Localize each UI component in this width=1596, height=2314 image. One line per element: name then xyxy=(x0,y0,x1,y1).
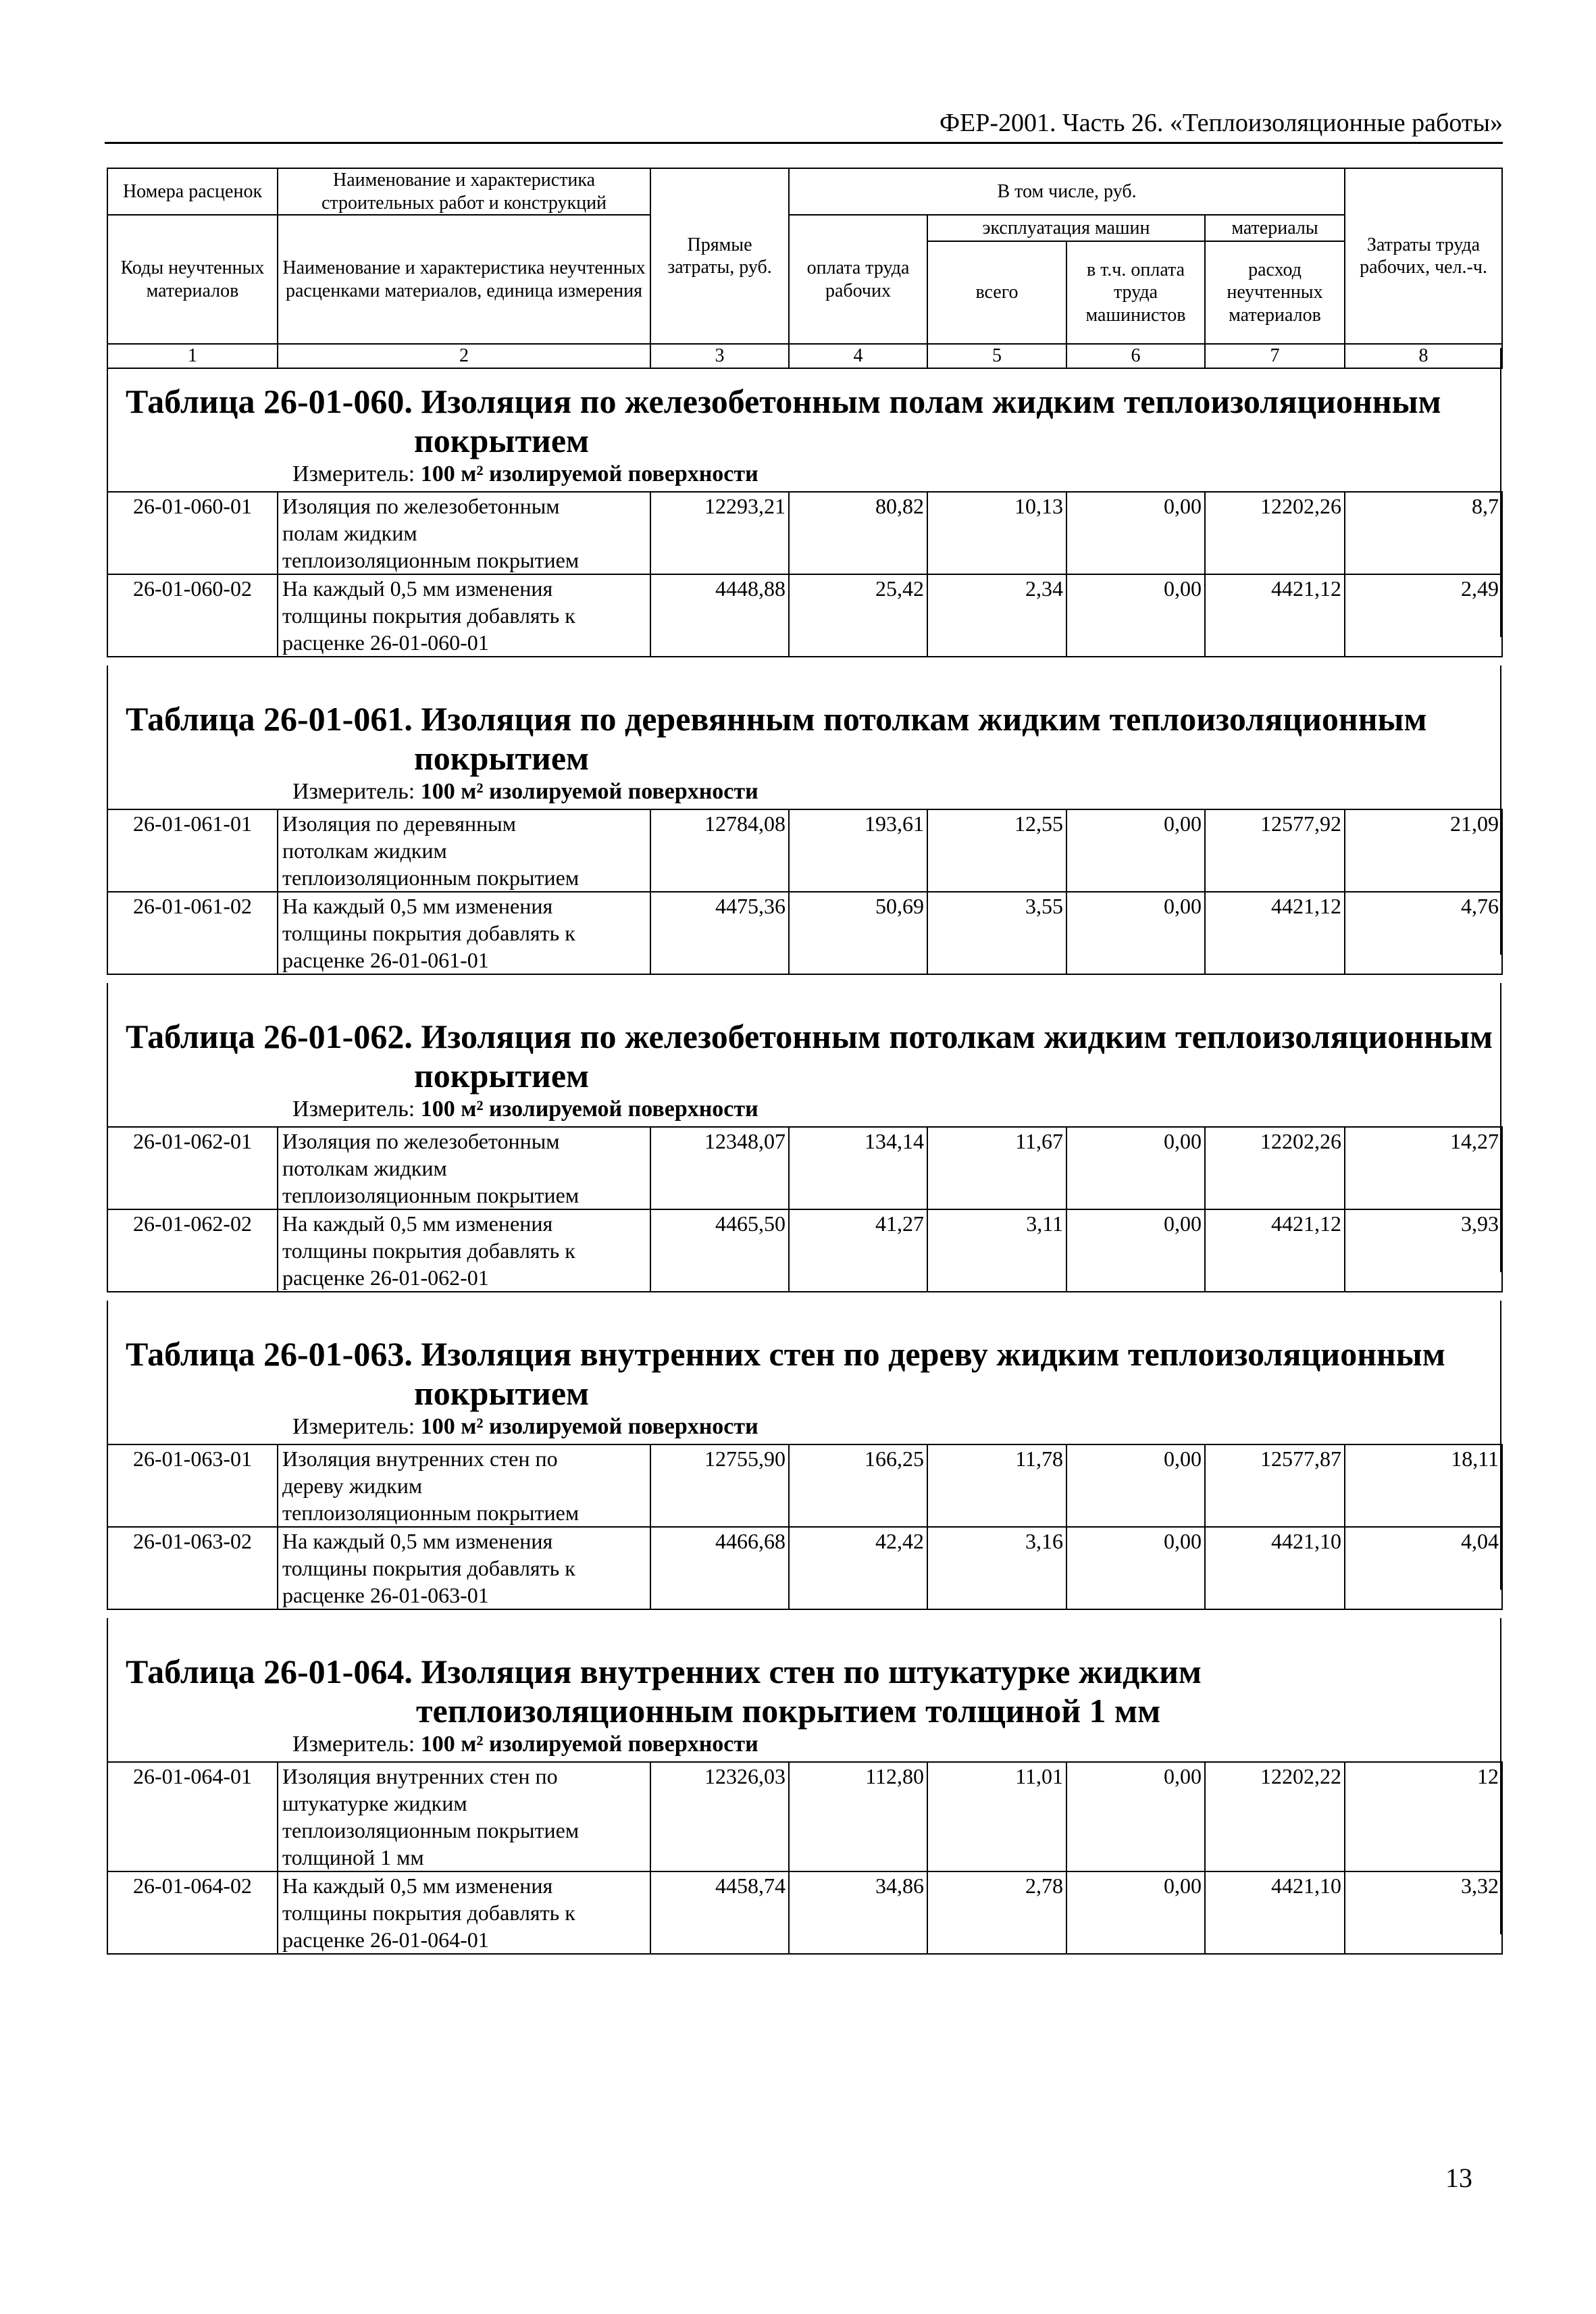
machine-costs-total: 12,55 xyxy=(927,809,1066,892)
machinist-wages: 0,00 xyxy=(1066,1127,1205,1209)
rate-code: 26-01-062-02 xyxy=(107,1209,278,1292)
work-description xyxy=(278,1762,650,1871)
rate-table-section xyxy=(107,348,1501,655)
materials-costs: 12202,26 xyxy=(1205,1127,1345,1209)
description-line: толщины покрытия добавлять к xyxy=(282,603,575,628)
labor-hours: 4,76 xyxy=(1345,892,1502,974)
machinist-wages: 0,00 xyxy=(1066,1444,1205,1527)
col-number: 2 xyxy=(278,344,650,368)
description-line: На каждый 0,5 мм изменения xyxy=(282,1529,553,1553)
description-line: полам жидким xyxy=(282,521,417,545)
rate-code: 26-01-062-01 xyxy=(107,1127,278,1209)
description-line: Изоляция внутренних стен по xyxy=(282,1447,558,1471)
col4-header: оплата труда рабочих xyxy=(789,215,927,344)
worker-wages: 112,80 xyxy=(789,1762,927,1871)
labor-hours: 3,93 xyxy=(1345,1209,1502,1292)
machine-costs-total: 11,01 xyxy=(927,1762,1066,1871)
rate-code: 26-01-063-01 xyxy=(107,1444,278,1527)
description-line: расценке 26-01-060-01 xyxy=(282,630,489,655)
measure-value: 100 м² изолируемой поверхности xyxy=(420,1732,758,1757)
machinist-wages: 0,00 xyxy=(1066,574,1205,657)
rates-table xyxy=(107,1444,1503,1610)
rate-code: 26-01-063-02 xyxy=(107,1527,278,1609)
description-line: теплоизоляционным покрытием xyxy=(282,1183,580,1207)
worker-wages: 25,42 xyxy=(789,574,927,657)
description-line: потолкам жидким xyxy=(282,1156,447,1180)
measure-unit xyxy=(292,461,758,487)
table-row xyxy=(107,1871,1502,1954)
description-line: На каждый 0,5 мм изменения xyxy=(282,894,553,918)
labor-hours: 4,04 xyxy=(1345,1527,1502,1609)
direct-costs: 12293,21 xyxy=(650,492,789,574)
table-title: Таблица 26-01-061. Изоляция по деревянным потолкам жидким теплоизоляционным xyxy=(126,700,1427,738)
rates-table xyxy=(107,491,1503,657)
work-description xyxy=(278,809,650,892)
labor-hours: 21,09 xyxy=(1345,809,1502,892)
direct-costs: 4458,74 xyxy=(650,1871,789,1954)
measure-value: 100 м² изолируемой поверхности xyxy=(420,779,758,804)
worker-wages: 80,82 xyxy=(789,492,927,574)
table-row xyxy=(107,1444,1502,1527)
measure-label: Измеритель: xyxy=(292,1732,421,1757)
direct-costs: 12326,03 xyxy=(650,1762,789,1871)
description-line: расценке 26-01-061-01 xyxy=(282,948,489,972)
measure-unit xyxy=(292,1732,758,1757)
measure-unit xyxy=(292,1097,758,1122)
col-number: 8 xyxy=(1345,344,1502,368)
direct-costs: 4448,88 xyxy=(650,574,789,657)
col8-header: Затраты труда рабочих, чел.-ч. xyxy=(1345,168,1502,344)
direct-costs: 12784,08 xyxy=(650,809,789,892)
materials-costs: 4421,12 xyxy=(1205,574,1345,657)
measure-label: Измеритель: xyxy=(292,1097,421,1122)
description-line: расценке 26-01-062-01 xyxy=(282,1265,489,1290)
col3-header: Прямые затраты, руб. xyxy=(650,168,789,344)
table-row xyxy=(107,574,1502,657)
machine-costs-total: 11,78 xyxy=(927,1444,1066,1527)
group-header: В том числе, руб. xyxy=(789,168,1345,215)
measure-label: Измеритель: xyxy=(292,461,421,486)
work-description xyxy=(278,492,650,574)
materials-costs: 12577,87 xyxy=(1205,1444,1345,1527)
rates-table xyxy=(107,809,1503,975)
description-line: Изоляция внутренних стен по xyxy=(282,1764,558,1788)
rate-table-section xyxy=(107,665,1501,972)
description-line: теплоизоляционным покрытием xyxy=(282,865,580,890)
table-title-continued: покрытием xyxy=(414,739,590,777)
worker-wages: 166,25 xyxy=(789,1444,927,1527)
description-line: расценке 26-01-063-01 xyxy=(282,1583,489,1607)
machines-header: эксплуатация машин xyxy=(927,215,1205,241)
description-line: толщины покрытия добавлять к xyxy=(282,1556,575,1580)
worker-wages: 193,61 xyxy=(789,809,927,892)
measure-label: Измеритель: xyxy=(292,1414,421,1439)
table-row xyxy=(107,809,1502,892)
work-description xyxy=(278,574,650,657)
table-title-continued: покрытием xyxy=(414,1374,590,1412)
direct-costs: 4475,36 xyxy=(650,892,789,974)
page-number: 13 xyxy=(1445,2163,1472,2193)
col-number: 3 xyxy=(650,344,789,368)
rate-code: 26-01-064-01 xyxy=(107,1762,278,1871)
col5-header: всего xyxy=(927,241,1066,344)
materials-costs: 4421,10 xyxy=(1205,1527,1345,1609)
description-line: расценке 26-01-064-01 xyxy=(282,1928,489,1952)
description-line: толщиной 1 мм xyxy=(282,1845,424,1869)
measure-label: Измеритель: xyxy=(292,779,421,804)
machine-costs-total: 2,34 xyxy=(927,574,1066,657)
materials-costs: 12577,92 xyxy=(1205,809,1345,892)
description-line: теплоизоляционным покрытием xyxy=(282,1818,580,1842)
table-title-continued: теплоизоляционным покрытием толщиной 1 мм xyxy=(416,1692,1161,1730)
description-line: На каждый 0,5 мм изменения xyxy=(282,1873,553,1898)
column-header-table xyxy=(107,168,1503,369)
table-row xyxy=(107,1527,1502,1609)
description-line: теплоизоляционным покрытием xyxy=(282,1501,580,1525)
table-title: Таблица 26-01-064. Изоляция внутренних стен по штукатурке жидким xyxy=(126,1653,1202,1690)
materials-costs: 12202,22 xyxy=(1205,1762,1345,1871)
description-line: теплоизоляционным покрытием xyxy=(282,548,580,572)
description-line: дереву жидким xyxy=(282,1474,423,1498)
work-description xyxy=(278,1444,650,1527)
work-description xyxy=(278,892,650,974)
measure-value: 100 м² изолируемой поверхности xyxy=(420,461,758,486)
rates-table xyxy=(107,1126,1503,1292)
labor-hours: 2,49 xyxy=(1345,574,1502,657)
description-line: толщины покрытия добавлять к xyxy=(282,921,575,945)
header-rule xyxy=(105,142,1503,144)
col7-header: расход неучтенных материалов xyxy=(1205,241,1345,344)
description-line: На каждый 0,5 мм изменения xyxy=(282,1211,553,1236)
direct-costs: 12755,90 xyxy=(650,1444,789,1527)
page-header: ФЕР-2001. Часть 26. «Теплоизоляционные работы» xyxy=(939,109,1503,137)
col-number: 6 xyxy=(1066,344,1205,368)
measure-unit xyxy=(292,779,758,805)
worker-wages: 134,14 xyxy=(789,1127,927,1209)
col-number: 7 xyxy=(1205,344,1345,368)
direct-costs: 4466,68 xyxy=(650,1527,789,1609)
table-row xyxy=(107,1127,1502,1209)
worker-wages: 50,69 xyxy=(789,892,927,974)
description-line: толщины покрытия добавлять к xyxy=(282,1901,575,1925)
worker-wages: 34,86 xyxy=(789,1871,927,1954)
direct-costs: 4465,50 xyxy=(650,1209,789,1292)
col2-bottom: Наименование и характеристика неучтенных расценками материалов, единица измерения xyxy=(278,215,650,344)
work-description xyxy=(278,1527,650,1609)
machinist-wages: 0,00 xyxy=(1066,1527,1205,1609)
work-description xyxy=(278,1871,650,1954)
rate-table-section xyxy=(107,1618,1501,1952)
description-line: Изоляция по железобетонным xyxy=(282,494,560,518)
description-line: толщины покрытия добавлять к xyxy=(282,1238,575,1263)
machinist-wages: 0,00 xyxy=(1066,492,1205,574)
description-line: Изоляция по железобетонным xyxy=(282,1129,560,1153)
machinist-wages: 0,00 xyxy=(1066,1762,1205,1871)
description-line: потолкам жидким xyxy=(282,838,447,863)
table-row xyxy=(107,892,1502,974)
rate-code: 26-01-060-01 xyxy=(107,492,278,574)
col-number: 4 xyxy=(789,344,927,368)
machine-costs-total: 11,67 xyxy=(927,1127,1066,1209)
measure-unit xyxy=(292,1414,758,1440)
table-title-continued: покрытием xyxy=(414,1057,590,1095)
materials-costs: 12202,26 xyxy=(1205,492,1345,574)
table-title-continued: покрытием xyxy=(414,422,590,459)
materials-costs: 4421,10 xyxy=(1205,1871,1345,1954)
rate-table-section xyxy=(107,1301,1501,1607)
description-line: Изоляция по деревянным xyxy=(282,811,517,836)
work-description xyxy=(278,1127,650,1209)
direct-costs: 12348,07 xyxy=(650,1127,789,1209)
worker-wages: 42,42 xyxy=(789,1527,927,1609)
table-title: Таблица 26-01-062. Изоляция по железобетонным потолкам жидким теплоизоляционным xyxy=(126,1017,1493,1055)
table-row xyxy=(107,1762,1502,1871)
machinist-wages: 0,00 xyxy=(1066,892,1205,974)
description-line: штукатурке жидким xyxy=(282,1791,467,1815)
table-title: Таблица 26-01-060. Изоляция по железобетонным полам жидким теплоизоляционным xyxy=(126,382,1441,420)
rate-code: 26-01-061-01 xyxy=(107,809,278,892)
labor-hours: 18,11 xyxy=(1345,1444,1502,1527)
machine-costs-total: 3,55 xyxy=(927,892,1066,974)
measure-value: 100 м² изолируемой поверхности xyxy=(420,1414,758,1439)
labor-hours: 3,32 xyxy=(1345,1871,1502,1954)
col1-bottom: Коды неучтенных материалов xyxy=(107,215,278,344)
worker-wages: 41,27 xyxy=(789,1209,927,1292)
machinist-wages: 0,00 xyxy=(1066,809,1205,892)
description-line: На каждый 0,5 мм изменения xyxy=(282,576,553,601)
col2-top: Наименование и характеристика строительных работ и конструкций xyxy=(278,168,650,215)
table-row xyxy=(107,1209,1502,1292)
table-title: Таблица 26-01-063. Изоляция внутренних стен по дереву жидким теплоизоляционным xyxy=(126,1335,1445,1373)
labor-hours: 14,27 xyxy=(1345,1127,1502,1209)
machine-costs-total: 10,13 xyxy=(927,492,1066,574)
materials-costs: 4421,12 xyxy=(1205,892,1345,974)
materials-header: материалы xyxy=(1205,215,1345,241)
rate-code: 26-01-061-02 xyxy=(107,892,278,974)
table-row xyxy=(107,492,1502,574)
labor-hours: 8,7 xyxy=(1345,492,1502,574)
rates-table xyxy=(107,1761,1503,1955)
machine-costs-total: 2,78 xyxy=(927,1871,1066,1954)
work-description xyxy=(278,1209,650,1292)
col6-header: в т.ч. оплата труда машинистов xyxy=(1066,241,1205,344)
machine-costs-total: 3,16 xyxy=(927,1527,1066,1609)
machine-costs-total: 3,11 xyxy=(927,1209,1066,1292)
measure-value: 100 м² изолируемой поверхности xyxy=(420,1097,758,1122)
rate-table-section xyxy=(107,983,1501,1290)
machinist-wages: 0,00 xyxy=(1066,1871,1205,1954)
machinist-wages: 0,00 xyxy=(1066,1209,1205,1292)
col-number: 1 xyxy=(107,344,278,368)
labor-hours: 12 xyxy=(1345,1762,1502,1871)
rate-code: 26-01-064-02 xyxy=(107,1871,278,1954)
col1-top: Номера расценок xyxy=(107,168,278,215)
col-number: 5 xyxy=(927,344,1066,368)
rate-code: 26-01-060-02 xyxy=(107,574,278,657)
materials-costs: 4421,12 xyxy=(1205,1209,1345,1292)
